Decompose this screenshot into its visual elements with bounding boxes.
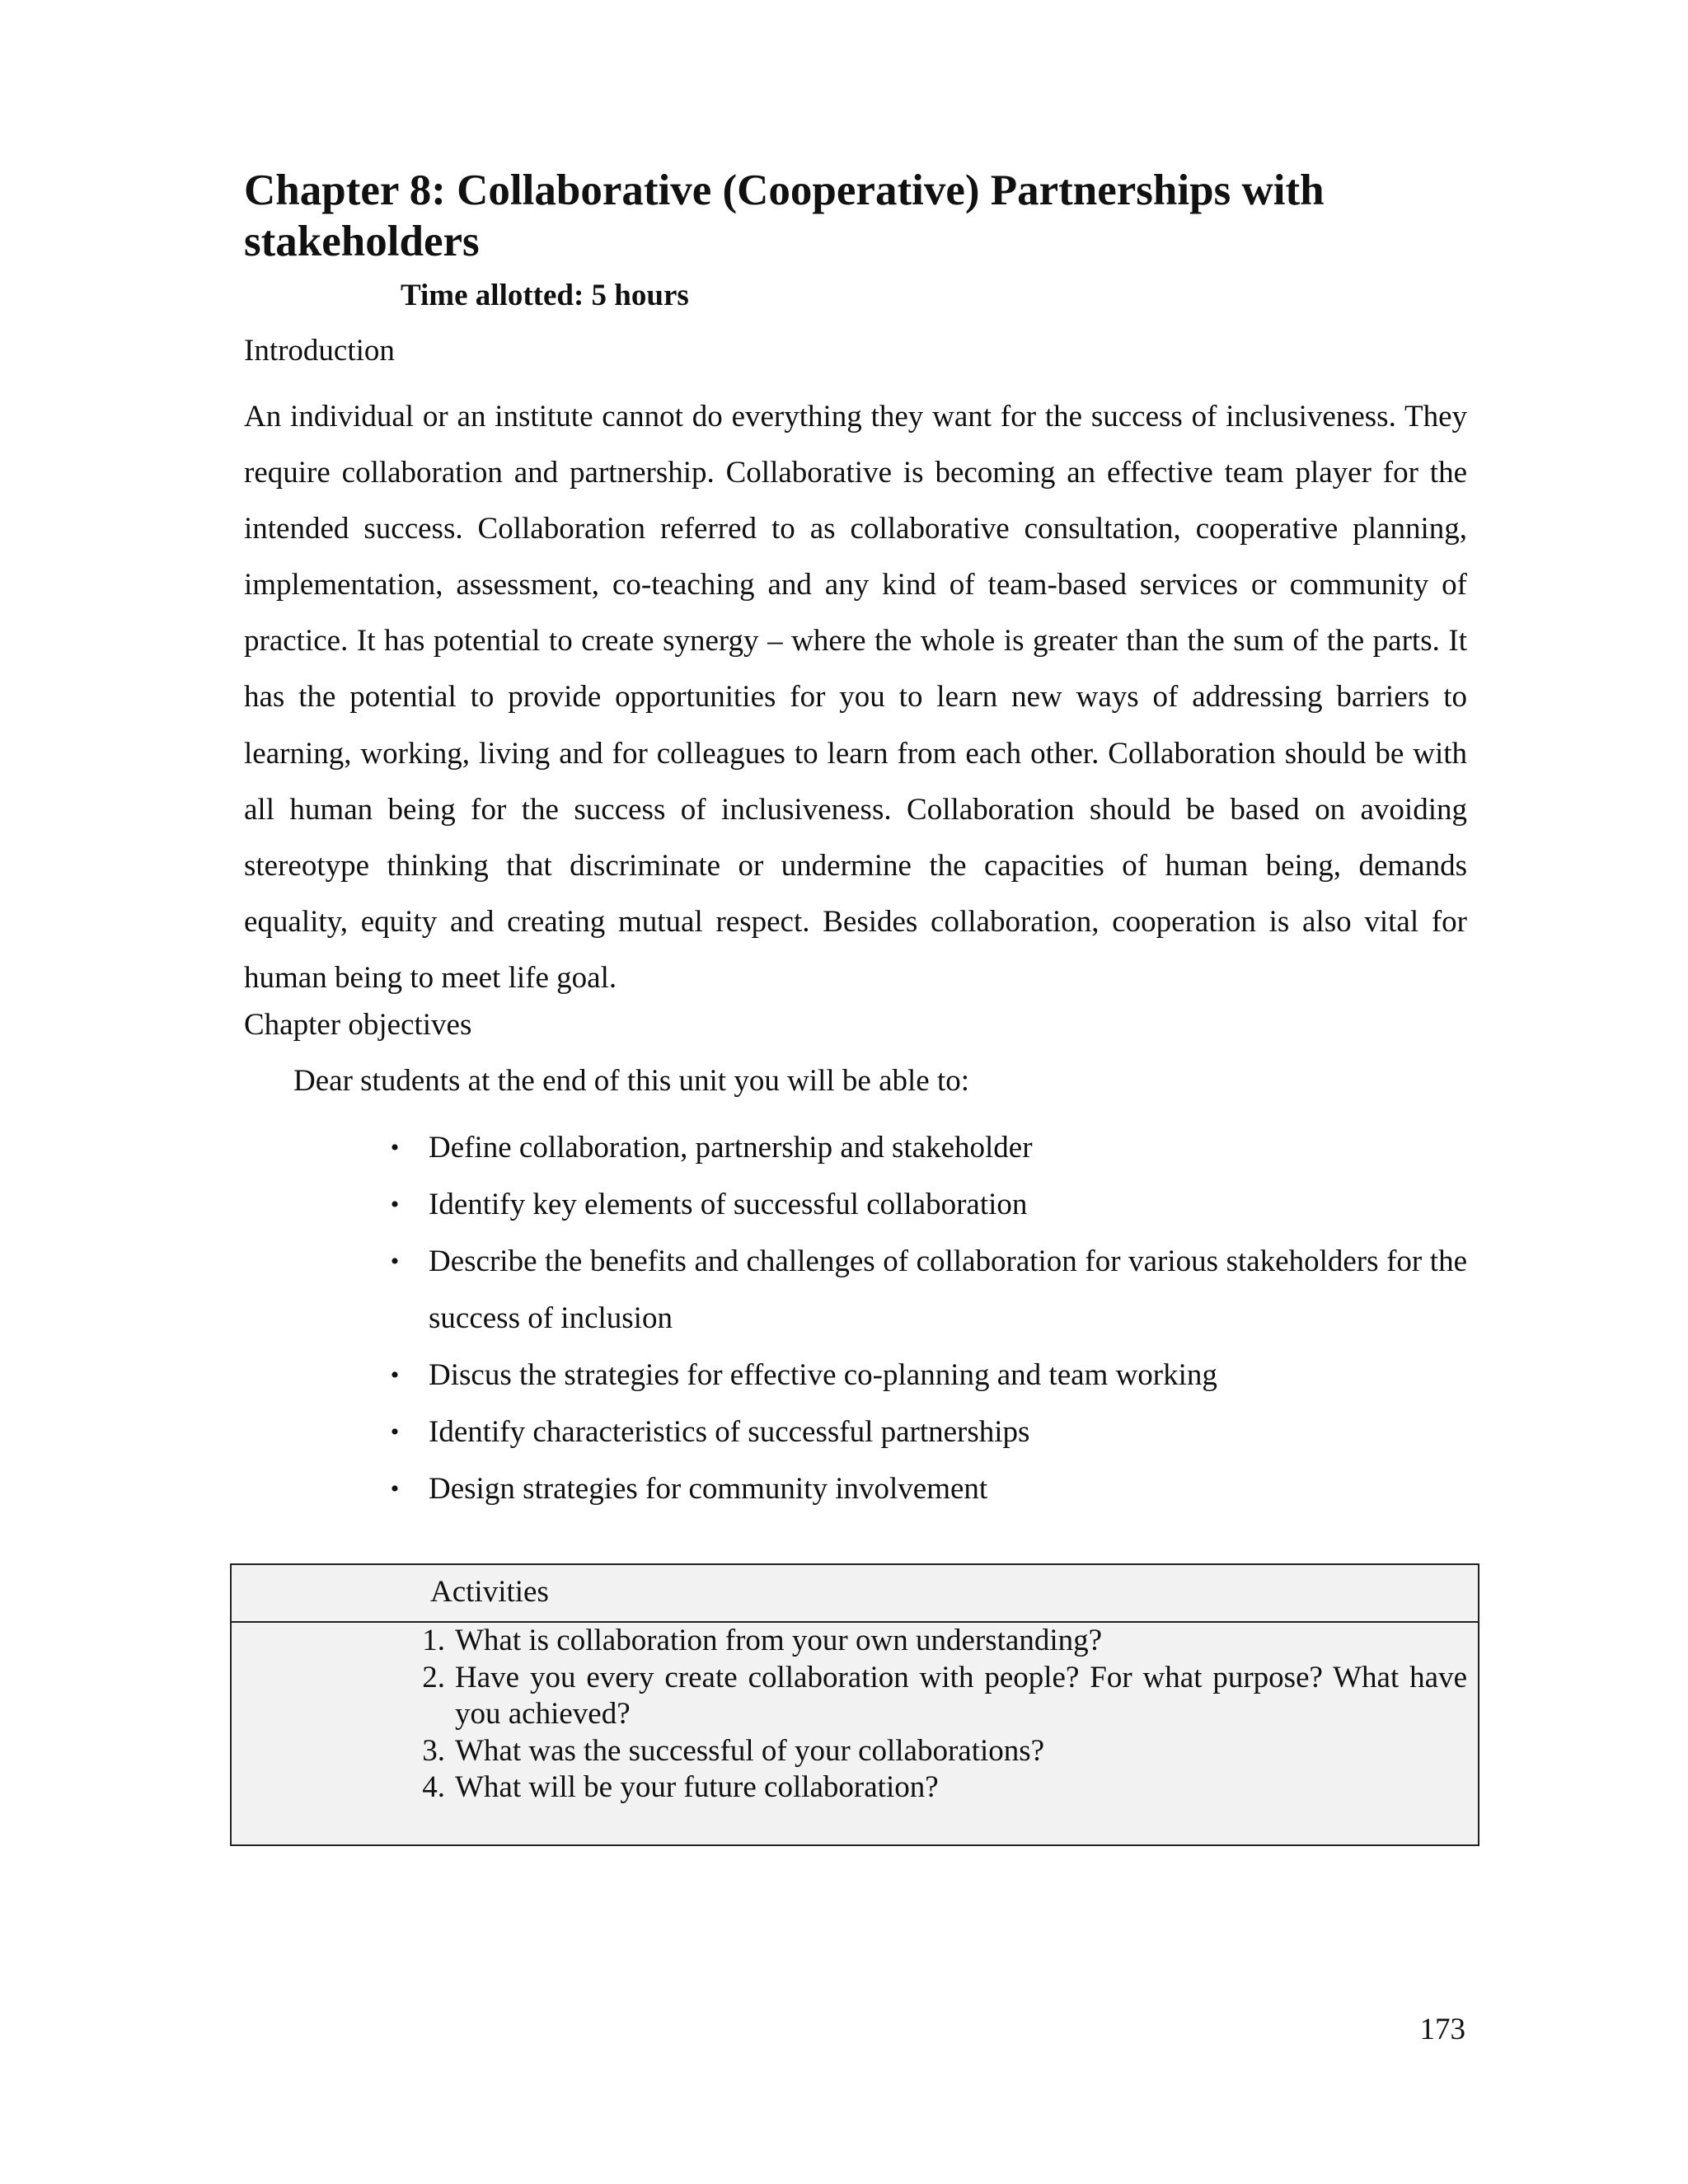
activity-item (422, 1733, 1467, 1770)
objective-text: Identify characteristics of successful partnerships (429, 1415, 1030, 1449)
activity-item (422, 1660, 1467, 1733)
bullet-icon: • (390, 1134, 400, 1161)
activity-item (422, 1769, 1467, 1807)
activity-number: 4. (422, 1770, 445, 1804)
activities-header (232, 1565, 1478, 1623)
objective-text: Define collaboration, partnership and stakeholder (429, 1131, 1033, 1165)
objective-item (390, 1119, 1467, 1176)
time-allotted: Time allotted: 5 hours (401, 279, 689, 312)
activities-list (232, 1623, 1478, 1807)
introduction-heading: Introduction (244, 334, 395, 368)
bullet-icon: • (390, 1475, 400, 1502)
activity-text: What is collaboration from your own understanding? (455, 1624, 1103, 1657)
objective-text: Discus the strategies for effective co-planning and team working (429, 1358, 1217, 1392)
objective-item (390, 1176, 1467, 1233)
activity-text: What was the successful of your collaborations? (455, 1733, 1045, 1768)
objective-text: Identify key elements of successful collaboration (429, 1188, 1028, 1221)
activities-box (230, 1563, 1479, 1846)
chapter-title: Chapter 8: Collaborative (Cooperative) Partnerships with stakeholders (244, 166, 1325, 265)
objectives-list (390, 1119, 1467, 1517)
activity-number: 3. (422, 1733, 445, 1768)
activity-item (422, 1623, 1467, 1660)
objective-item (390, 1460, 1467, 1517)
bullet-icon: • (390, 1418, 400, 1446)
page-number: 173 (1419, 2013, 1465, 2046)
introduction-paragraph: An individual or an institute cannot do everything they want for the success of inclusiveness. They require collaboration and partnership. Collaborative is becoming an effective team player for the intended success. Collaboration referred to as collaborative consultation, cooperative planning, implementation, assessment, co-teaching and any kind of team-based services or community of practice. It has potential to create synergy – where the whole is greater than the sum of the parts. It has the potential to provide opportunities for you to learn new ways of addressing barriers to learning, working, living and for colleagues to learn from each other. Collaboration should be with all human being for the success of inclusiveness. Collaboration should be based on avoiding stereotype thinking that discriminate or undermine the capacities of human being, demands equality, equity and creating mutual respect. Besides collaboration, cooperation is also vital for human being to meet life goal. (244, 400, 1467, 995)
objective-item (390, 1404, 1467, 1460)
objective-text: Design strategies for community involvement (429, 1472, 988, 1506)
activity-text: What will be your future collaboration? (455, 1770, 939, 1804)
objectives-lead: Dear students at the end of this unit you will be able to: (293, 1064, 969, 1098)
bullet-icon: • (390, 1191, 400, 1218)
objective-item (390, 1347, 1467, 1404)
activity-text: Have you every create collaboration with people? For what purpose? What have you achieved? (455, 1660, 1467, 1731)
objective-text: Describe the benefits and challenges of collaboration for various stakeholders for the success of inclusion (429, 1244, 1467, 1335)
bullet-icon: • (390, 1248, 400, 1275)
activity-number: 1. (422, 1624, 445, 1657)
activity-number: 2. (422, 1660, 445, 1694)
activities-heading: Activities (430, 1575, 549, 1609)
bullet-icon: • (390, 1361, 400, 1389)
objectives-heading: Chapter objectives (244, 1008, 472, 1042)
objective-item (390, 1233, 1467, 1347)
